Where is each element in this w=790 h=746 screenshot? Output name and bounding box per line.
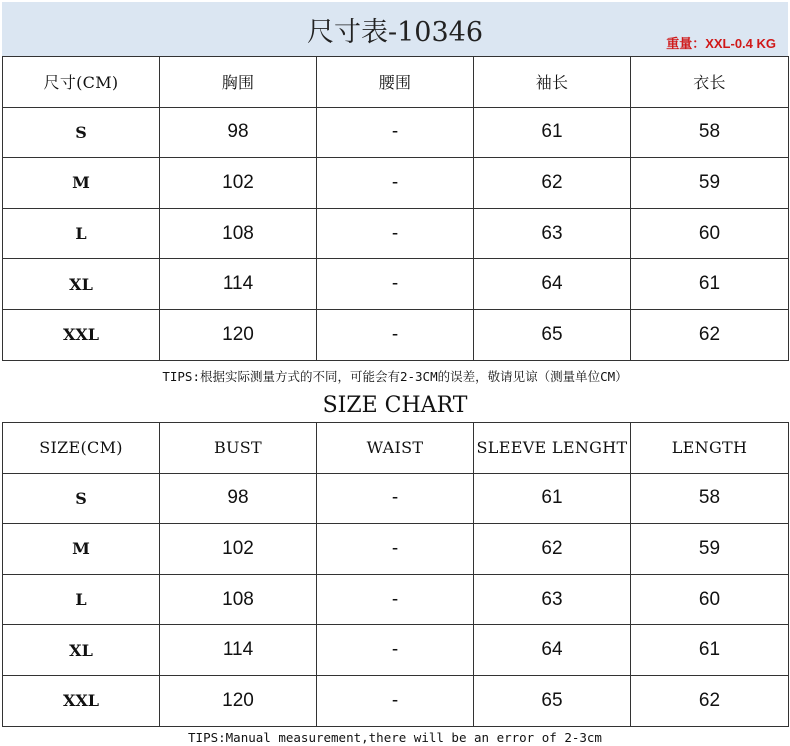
tips-note-en: TIPS:Manual measurement,there will be an error of 2-3cm — [188, 730, 602, 745]
table-cell: 61 — [474, 473, 631, 524]
table-cell: 120 — [160, 309, 317, 360]
header-cell: SLEEVE LENGHT — [474, 423, 631, 474]
table-cell: 98 — [160, 473, 317, 524]
table-cell: 63 — [474, 208, 631, 259]
table-cell: - — [317, 574, 474, 625]
table-cell: 58 — [631, 473, 789, 524]
table-row — [3, 574, 789, 625]
table-cell: 58 — [631, 107, 789, 158]
table-row — [3, 208, 789, 259]
size-cell: L — [3, 208, 160, 259]
weight-label: 重量：XXL-0.4 KG — [666, 36, 776, 51]
header-cell: 袖长 — [474, 57, 631, 108]
table-cell: 62 — [631, 309, 789, 360]
tips-note-cn: TIPS:根据实际测量方式的不同，可能会有2-3CM的误差，敬请见谅（测量单位CM） — [162, 369, 628, 384]
size-cell: M — [3, 524, 160, 575]
header-cell: SIZE(CM) — [3, 423, 160, 474]
table-cell: 114 — [160, 625, 317, 676]
table-row — [3, 473, 789, 524]
table-cell: 102 — [160, 158, 317, 209]
table-cell: 102 — [160, 524, 317, 575]
table-cell: 108 — [160, 208, 317, 259]
table-cell: 108 — [160, 574, 317, 625]
table-cell: 61 — [474, 107, 631, 158]
size-cell: XXL — [3, 309, 160, 360]
header-cell: 衣长 — [631, 57, 789, 108]
size-cell: M — [3, 158, 160, 209]
table-cell: - — [317, 259, 474, 310]
size-cell: L — [3, 574, 160, 625]
table-cell: 114 — [160, 259, 317, 310]
table-cell: 61 — [631, 625, 789, 676]
size-chart-title: SIZE CHART — [322, 393, 468, 418]
table-cell: 64 — [474, 259, 631, 310]
header-cell: WAIST — [317, 423, 474, 474]
table-cell: 64 — [474, 625, 631, 676]
size-cell: S — [3, 107, 160, 158]
table-cell: 98 — [160, 107, 317, 158]
table-cell: - — [317, 524, 474, 575]
table-row — [3, 524, 789, 575]
header-cell: BUST — [160, 423, 317, 474]
table-row — [3, 309, 789, 360]
table-cell: 65 — [474, 675, 631, 726]
table-cell: 120 — [160, 675, 317, 726]
table-cell: - — [317, 473, 474, 524]
table-cell: 63 — [474, 574, 631, 625]
size-table-cn — [2, 56, 789, 361]
table-cell: 65 — [474, 309, 631, 360]
size-cell: XL — [3, 625, 160, 676]
table-cell: - — [317, 625, 474, 676]
header-cell: 尺寸(CM) — [3, 57, 160, 108]
table-row — [3, 107, 789, 158]
table-cell: 60 — [631, 574, 789, 625]
title-bar — [2, 2, 788, 56]
table-cell: 60 — [631, 208, 789, 259]
table-cell: - — [317, 107, 474, 158]
size-table-en — [2, 422, 789, 727]
table-header-row — [3, 57, 789, 108]
size-cell: S — [3, 473, 160, 524]
table-cell: 62 — [631, 675, 789, 726]
table-cell: - — [317, 208, 474, 259]
table-row — [3, 158, 789, 209]
table-header-row — [3, 423, 789, 474]
table-cell: 59 — [631, 524, 789, 575]
header-cell: 腰围 — [317, 57, 474, 108]
table-row — [3, 675, 789, 726]
table-cell: - — [317, 309, 474, 360]
header-cell: 胸围 — [160, 57, 317, 108]
page-title: 尺寸表-10346 — [306, 17, 483, 48]
table-cell: 62 — [474, 158, 631, 209]
size-cell: XXL — [3, 675, 160, 726]
table-cell: 61 — [631, 259, 789, 310]
table-row — [3, 625, 789, 676]
table-cell: - — [317, 158, 474, 209]
table-cell: 59 — [631, 158, 789, 209]
table-cell: - — [317, 675, 474, 726]
size-cell: XL — [3, 259, 160, 310]
table-cell: 62 — [474, 524, 631, 575]
header-cell: LENGTH — [631, 423, 789, 474]
table-row — [3, 259, 789, 310]
